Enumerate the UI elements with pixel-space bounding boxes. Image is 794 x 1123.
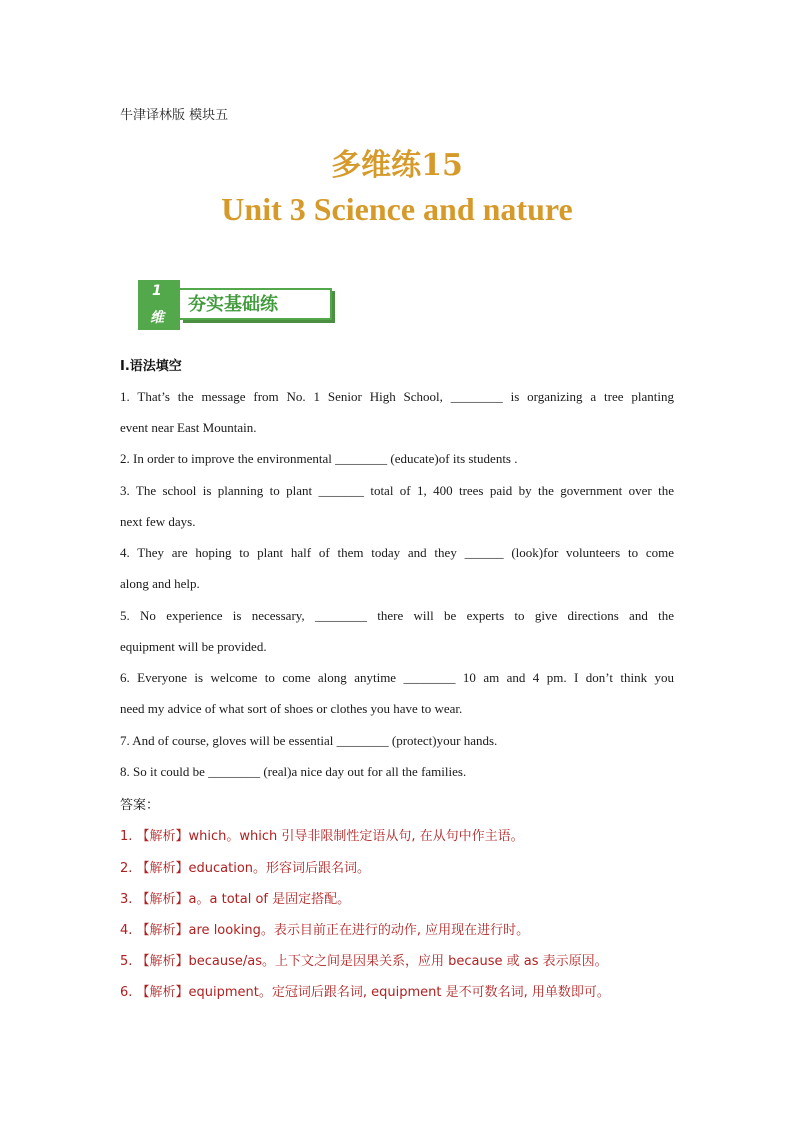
question-8-line-1: 8. So it could be ________ (real)a nice day out for all the families.: [120, 764, 467, 779]
question-4-line-2: along and help.: [120, 576, 200, 591]
header-note: 牛津译林版 模块五: [120, 108, 229, 123]
question-6-line-1: 6. Everyone is welcome to come along anytime ________ 10 am and 4 pm. I don’t think you: [120, 670, 674, 685]
section-title: I.语法填空: [120, 359, 182, 374]
badge-text: 夯实基础练: [188, 294, 278, 315]
question-1-line-1: 1. That’s the message from No. 1 Senior High School, ________ is organizing a tree planting: [120, 389, 674, 404]
question-3-line-1: 3. The school is planning to plant _______ total of 1, 400 trees paid by the government over the: [120, 483, 674, 498]
question-3-line-2: next few days.: [120, 514, 196, 529]
badge-level-box: [138, 280, 180, 330]
answer-1: 1. 【解析】which。which 引导非限制性定语从句, 在从句中作主语。: [120, 829, 524, 844]
badge-unit: 维: [150, 310, 164, 326]
badge-number: 1: [152, 283, 162, 299]
answer-6: 6. 【解析】equipment。定冠词后跟名词, equipment 是不可数名词, 用单数即可。: [120, 985, 610, 1000]
question-1-line-2: event near East Mountain.: [120, 420, 257, 435]
section-badge: [138, 280, 334, 330]
question-4-line-1: 4. They are hoping to plant half of them today and they ______ (look)for volunteers to come: [120, 545, 674, 560]
answer-5: 5. 【解析】because/as。上下文之间是因果关系，应用 because 或 as 表示原因。: [120, 954, 608, 969]
answer-4: 4. 【解析】are looking。表示目前正在进行的动作, 应用现在进行时。: [120, 923, 530, 938]
answer-label: 答案：: [120, 798, 160, 813]
answer-3: 3. 【解析】a。a total of 是固定搭配。: [120, 892, 351, 907]
question-5-line-2: equipment will be provided.: [120, 639, 267, 654]
question-5-line-1: 5. No experience is necessary, ________ there will be experts to give directions and the: [120, 608, 674, 623]
question-6-line-2: need my advice of what sort of shoes or clothes you have to wear.: [120, 701, 463, 716]
answer-2: 2. 【解析】education。形容词后跟名词。: [120, 861, 371, 876]
page-title-en: Unit 3 Science and nature: [221, 191, 573, 227]
page-title-cn: 多维练15: [331, 148, 463, 183]
question-2-line-1: 2. In order to improve the environmental ________ (educate)of its students .: [120, 451, 518, 466]
question-7-line-1: 7. And of course, gloves will be essential ________ (protect)your hands.: [120, 733, 498, 748]
